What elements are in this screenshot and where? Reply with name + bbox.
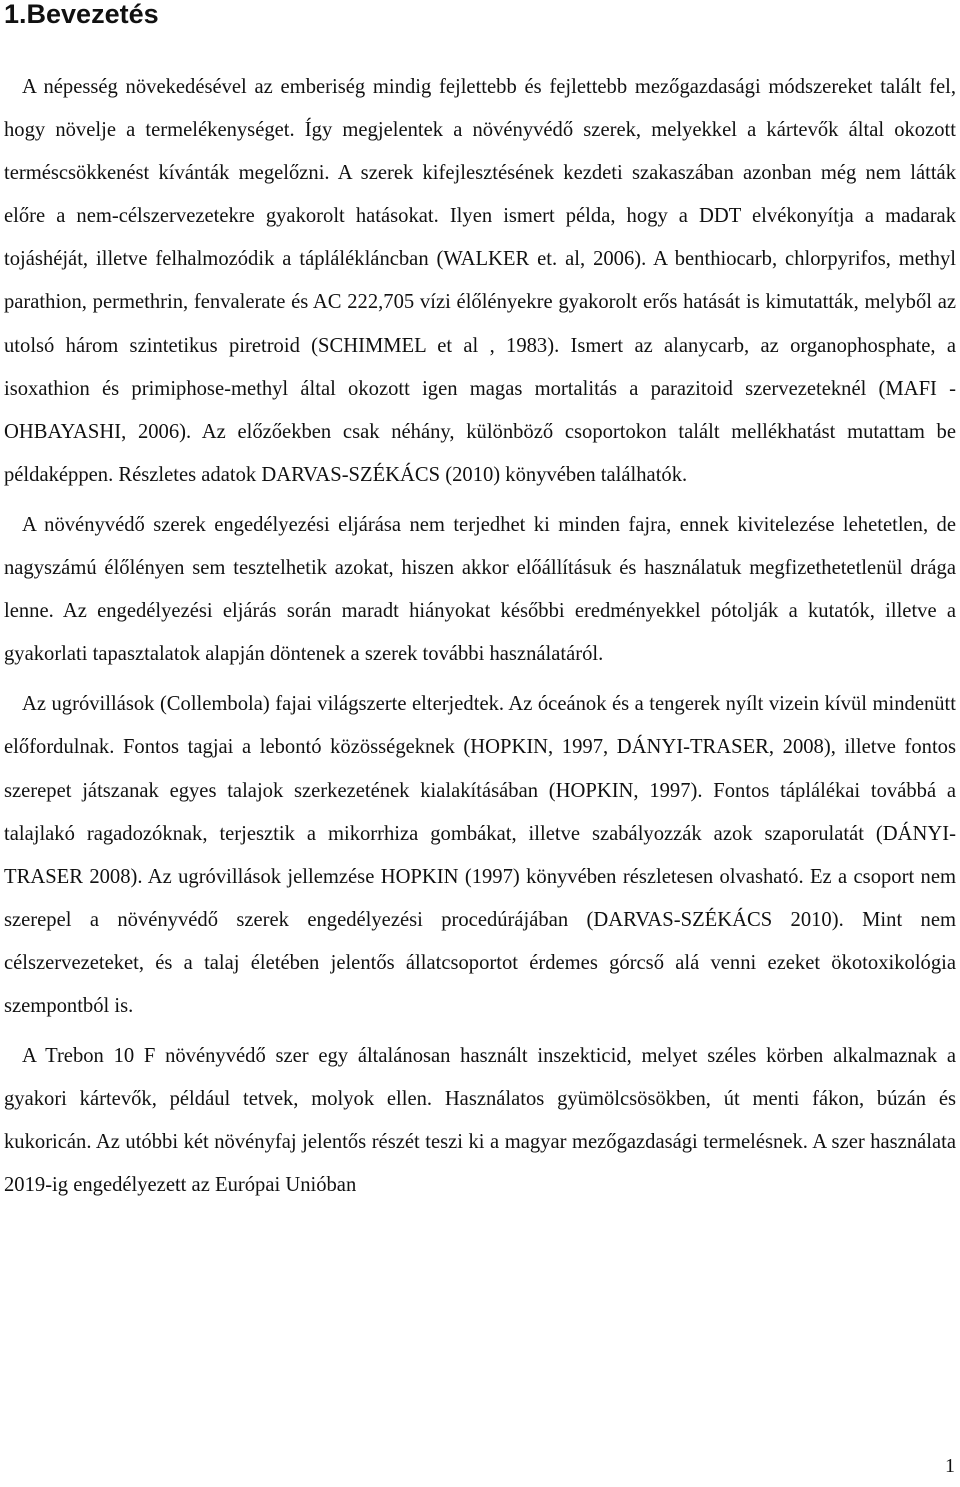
body-text — [4, 66, 956, 1214]
paragraph-3: Az ugróvillások (Collembola) fajai világszerte elterjedtek. Az óceánok és a tengerek nyílt vizein kívül mindenütt előfordulnak. Fontos tagjai a lebontó közösségeknek (HOPKIN, 1997, DÁNYI-TRASER, 2008), illetve fontos szerepet játszanak egyes talajok szerkezetének kialakításában (HOPKIN, 1997). Fontos táplálékai továbbá a talajlakó ragadozóknak, terjesztik a mikorrhiza gombákat, illetve szabályozzák azok szaporulatát (DÁNYI-TRASER 2008). Az ugróvillások jellemzése HOPKIN (1997) könyvében részletesen olvasható. Ez a csoport nem szerepel a növényvédő szerek engedélyezési procedúrájában (DARVAS-SZÉKÁCS 2010). Mint nem célszervezeteket, és a talaj életében jelentős állatcsoportot érdemes górcső alá venni ezeket ökotoxikológia szempontból is. — [4, 693, 956, 1017]
page-number: 1 — [945, 1455, 955, 1477]
section-heading: 1.Bevezetés — [4, 0, 159, 29]
paragraph-4: A Trebon 10 F növényvédő szer egy általánosan használt inszekticid, melyet széles körben alkalmaznak a gyakori kártevők, például tetvek, molyok ellen. Használatos gyümölcsösökben, út menti fákon, búzán és kukoricán. Az utóbbi két növényfaj jelentős részét teszi ki a magyar mezőgazdasági termelésnek. A szer használata 2019-ig engedélyezett az Európai Unióban — [4, 1045, 956, 1197]
paragraph-2: A növényvédő szerek engedélyezési eljárása nem terjedhet ki minden fajra, ennek kivitelezése lehetetlen, de nagyszámú élőlényen sem tesztelhetik azokat, hiszen akkor előállításuk és használatuk megfizethetetlenül drága lenne. Az engedélyezési eljárás során maradt hiányokat későbbi eredményekkel pótolják a kutatók, illetve a gyakorlati tapasztalatok alapján döntenek a szerek további használatáról. — [4, 513, 956, 666]
paragraph-1: A népesség növekedésével az emberiség mindig fejlettebb és fejlettebb mezőgazdasági módszereket talált fel, hogy növelje a termelékenységet. Így megjelentek a növényvédő szerek, melyekkel a kártevők által okozott terméscsökkenést kívánták megelőzni. A szerek kifejlesztésének kezdeti szakaszában azonban még nem látták előre a nem-célszervezetekre gyakorolt hatásokat. Ilyen ismert példa, hogy a DDT elvékonyítja a madarak tojáshéját, illetve felhalmozódik a táplálékláncban (WALKER et. al, 2006). A benthiocarb, chlorpyrifos, methyl parathion, permethrin, fenvalerate és AC 222,705 vízi élőlényekre gyakorolt erős hatását is kimutatták, melyből az utolsó három szintetikus piretroid (SCHIMMEL et al , 1983). Ismert az alanycarb, az organophosphate, a isoxathion és primiphose-methyl által okozott igen magas mortalitás a parazitoid szervezeteknél (MAFI - OHBAYASHI, 2006). Az előzőekben csak néhány, különböző csoportokon talált mellékhatást mutattam be példaképpen. Részletes adatok DARVAS-SZÉKÁCS (2010) könyvében találhatók. — [4, 76, 956, 486]
